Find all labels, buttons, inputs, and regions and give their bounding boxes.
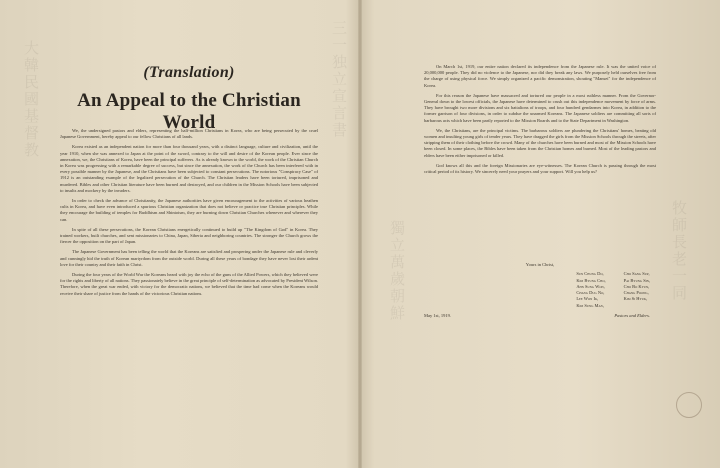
signatory: Kim Si Hyuk,	[623, 296, 648, 302]
signoff-block	[424, 262, 656, 319]
signatory: Chang Poong,	[623, 290, 649, 296]
paragraph: God knows all this and the foreign Missionaries are eye-witnesses. The Korean Church is passing through the most critical period of its history. We sincerely need your prayers and your support. Will you help us?	[424, 162, 656, 175]
date-role-line	[424, 313, 656, 319]
signatories	[424, 271, 656, 309]
right-body	[424, 64, 656, 179]
signatory: Sun Chung Do,	[576, 271, 604, 277]
paragraph: For this reason the Japanese have massacred and tortured our people in a most ruthless manner. From the Governor-General down to the lowest officials, the Japanese have determined to crush out this independence movement by force of arms. They have brought two more divisions and six battalions of troops, and four hundred gendarmes into Korea, in addition to the former garrison of four divisions, in order to subdue the unarmed Koreans. The Japanese soldiers are committing all sorts of barbarous acts which have been partly reported to the Mission Boards and to the State Department in Washington.	[424, 92, 656, 123]
bleed-through-text: 大韓民國基督教	[22, 40, 40, 159]
right-page	[424, 0, 656, 468]
left-body	[60, 128, 318, 301]
signatory: Ahn Sung Won,	[576, 283, 605, 289]
signatory: Kim Sung Man,	[576, 302, 604, 308]
bleed-through-text: 牧師長老一同	[670, 200, 688, 302]
signatory-role: Pastors and Elders.	[614, 313, 650, 319]
page-title: An Appeal to the Christian World	[77, 90, 301, 133]
signatory: Chang Dug No,	[576, 290, 605, 296]
translation-label: (Translation)	[143, 64, 235, 81]
paragraph: Korea existed as an independent nation for more than four thousand years, with a distinct language, culture and civilization, until the year 1910, when she was annexed to Japan at the point of the sword, contrary to the will and desire of the Korean people. Ever since the annexation, we, the Christians of Korea, have been the principal sufferers. As is already known to the world, the work of the Christian Church in Korea was progressing with a remarkable degree of success, but since the annexation, the work of the Church has been interfered with in every possible manner by the Japanese, and the Christians have been subjected to constant persecutions. The notorious "Conspiracy Case" of 1912 is an outstanding example of the legalized persecution of the Church. The Christian leaders have been tortured, imprisoned and murdered. Bibles and other Christian literature have been burned and destroyed, and our children in the Mission Schools have been subjected to insults and mockery by the invaders.	[60, 144, 318, 193]
paragraph: The Japanese Government has been telling the world that the Koreans are satisfied and prospering under the Japanese rule and cleverly and cunningly hid the truth of Korean martyrdom from the outside world. During all these years of bondage they have never lost their ardent love for their country and their faith in Christ.	[60, 249, 318, 267]
document-date: May 1st, 1919.	[424, 313, 451, 319]
paragraph: We, the undersigned pastors and elders, representing the half-million Christians in Korea, who are being persecuted by the cruel Japanese Government, hereby appeal to our fellow Christians of all lands.	[60, 128, 318, 140]
paragraph: We, the Christians, are the principal victims. The barbarous soldiers are plundering the Christians' homes, beating old women and insulting young girls of tender years. They have dragged the girls from the Mission Schools through the streets, after stripping them of their clothing before the crowd. Many of the churches have been burned and most of the Mission Schools have been closed. In some places, the Bibles have been taken from the Christian homes and burned. Most of the leading pastors and elders have been either imprisoned or killed.	[424, 127, 656, 158]
paragraph: In order to check the advance of Christianity, the Japanese authorities have given encouragement to the activities of various heathen cults in Korea, and have even introduced a spurious Christian organization that does not believe or practice true Christian principles. While they encourage the building of temples for Buddhism and Shintoism, they are burning down Christian Churches whenever and wherever they can.	[60, 198, 318, 222]
paragraph: On March 1st, 1919, our entire nation declared its independence from the Japanese rule. It was the united voice of 20,000,000 people. They did no violence to the Japanese, nor did they break any laws. We purposely held ourselves free from the charge of using physical force. We simply organized a pacific demonstration, shouting "Mansei" for the independence of Korea.	[424, 64, 656, 88]
bleed-through-text: 獨立萬歲朝鮮	[388, 220, 406, 322]
signatory-column-right	[624, 271, 650, 309]
page-fold	[358, 0, 362, 468]
bleed-through-text: 三一独立宣言書	[330, 20, 348, 139]
signatory: Pai Byung Sin,	[623, 277, 650, 283]
paragraph: During the four years of the World War the Koreans heard with joy the echo of the guns of the Allied Powers, which they believed were for the rights and liberty of all nations. They passionately believe in the great principle of self-determination as advocated by President Wilson. Therefore, when the great war ended, with victory for the democratic nations, we believed that the time had come when the Koreans would receive their share of justice from the hands of the victorious Christian nations.	[60, 272, 318, 296]
paragraph: In spite of all these persecutions, the Korean Christians energetically continued to build up "The Kingdom of God" in Korea. They trained workers, built churches, and sent missionaries to China, Japan, Siberia and neighboring countries. The stronger the Church grows the fiercer the opposition on the part of Japan.	[60, 226, 318, 245]
left-page	[60, 0, 318, 468]
signatory: Kim Byung Cho,	[576, 277, 606, 283]
seal-mark	[676, 392, 702, 418]
signatory: Lee Won Ik,	[576, 296, 599, 302]
closing-line: Yours in Christ,	[525, 262, 555, 267]
signatory: Cho Sang Sup,	[623, 271, 650, 277]
signatory-column-left	[576, 271, 605, 309]
signatory: Cho Bo Kyun,	[623, 283, 650, 289]
